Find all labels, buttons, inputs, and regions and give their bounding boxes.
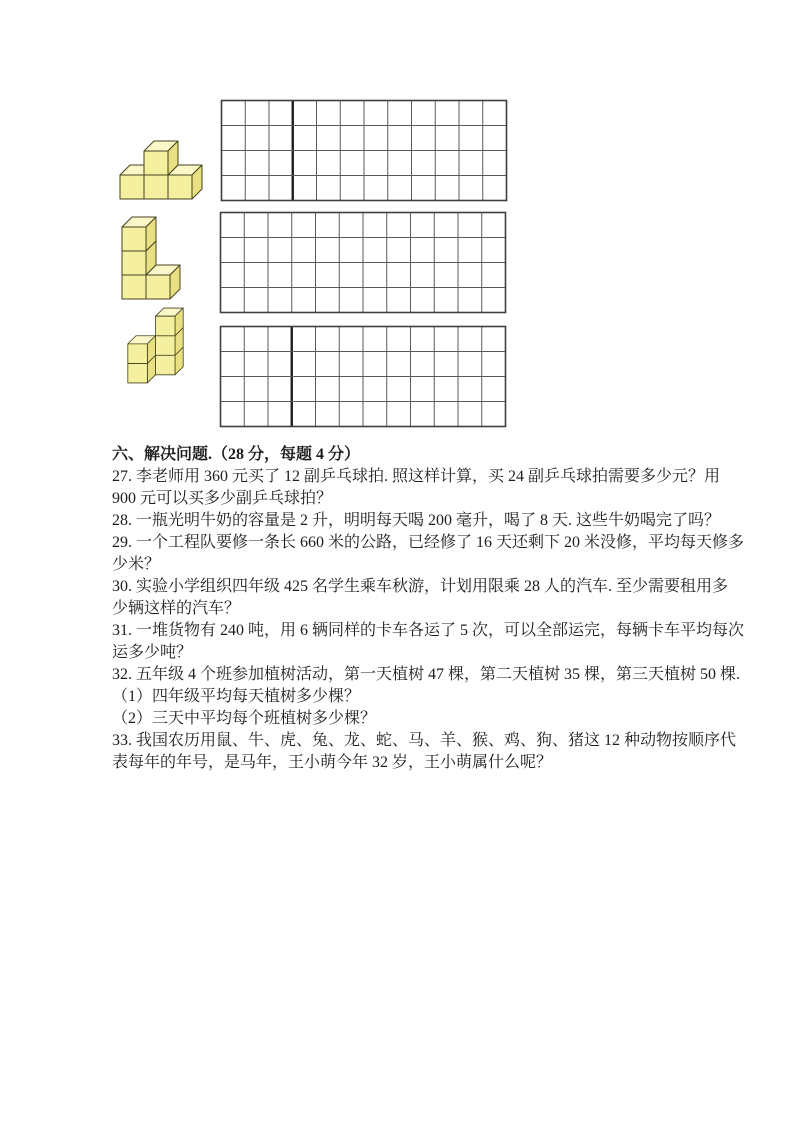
- problem-32-line-3: （2）三天中平均每个班植树多少棵？: [112, 710, 377, 727]
- problems-section: [112, 444, 745, 774]
- section-heading: 六、解决问题.（28 分，每题 4 分）: [112, 446, 361, 463]
- cube-figure-3: [127, 307, 184, 384]
- problem-32-line-2: （1）四年级平均每天植树多少棵？: [112, 688, 361, 705]
- problem-29-line-2: 少米？: [112, 556, 161, 573]
- problem-27-line-1: 27. 李老师用 360 元买了 12 副乒乓球拍. 照这样计算，买 24 副乒乓球拍需要多少元？用: [112, 468, 721, 485]
- problem-31-line-2: 运多少吨？: [112, 644, 193, 661]
- problems-list: [112, 466, 745, 774]
- cube-figure-2: [121, 216, 181, 300]
- problem-33-line-2: 表每年的年号，是马年，王小萌今年 32 岁，王小萌属什么呢？: [112, 754, 553, 771]
- problem-32-line-1: 32. 五年级 4 个班参加植树活动，第一天植树 47 棵，第二天植树 35 棵，第三天植树 50 棵.: [112, 666, 741, 683]
- problem-30-line-1: 30. 实验小学组织四年级 425 名学生乘车秋游，计划用限乘 28 人的汽车. 至少需要租用多: [112, 578, 729, 595]
- answer-grid-2: [219, 211, 507, 314]
- problem-31-line-1: 31. 一堆货物有 240 吨，用 6 辆同样的卡车各运了 5 次，可以全部运完，每辆卡车平均每次: [112, 622, 745, 639]
- cube-figure-1: [119, 140, 203, 200]
- problem-30-line-2: 少辆这样的汽车？: [112, 600, 241, 617]
- answer-grid-3: [219, 325, 507, 428]
- answer-grid-1: [220, 99, 508, 202]
- problem-27-line-2: 900 元可以买多少副乒乓球拍？: [112, 490, 333, 507]
- problem-33-line-1: 33. 我国农历用鼠、牛、虎、兔、龙、蛇、马、羊、猴、鸡、狗、猪这 12 种动物按顺序代: [112, 732, 737, 749]
- problem-29-line-1: 29. 一个工程队要修一条长 660 米的公路，已经修了 16 天还剩下 20 米没修，平均每天修多: [112, 534, 745, 551]
- problem-28-line-1: 28. 一瓶光明牛奶的容量是 2 升，明明每天喝 200 毫升，喝了 8 天. 这些牛奶喝完了吗？: [112, 512, 721, 529]
